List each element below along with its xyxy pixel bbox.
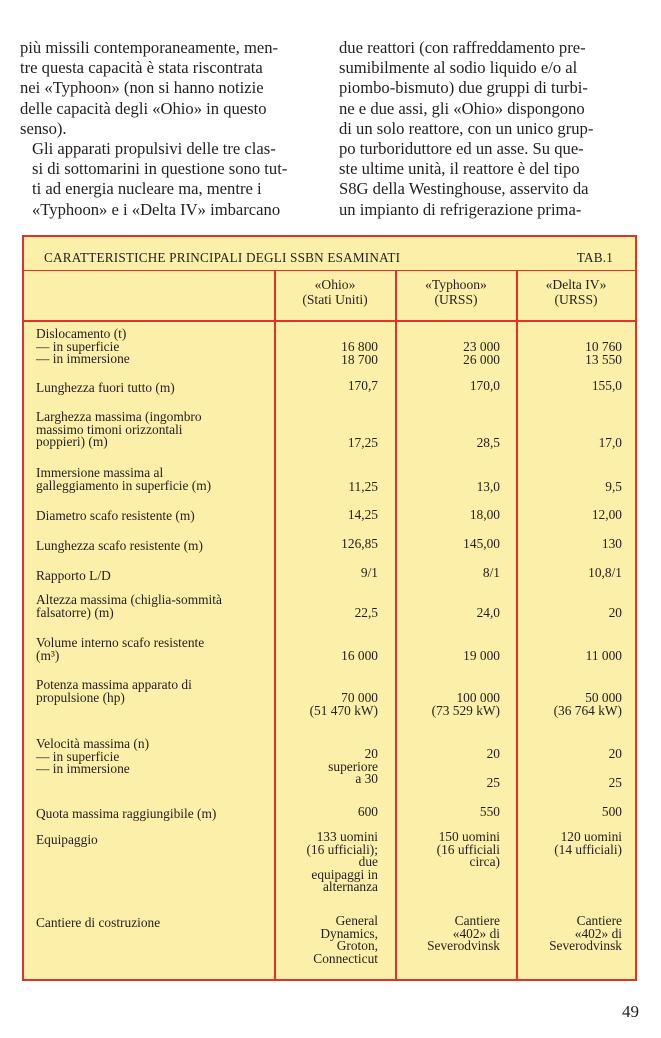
cell-ohio: 600 (357, 804, 378, 819)
cell-typhoon: 8/1 (482, 565, 500, 580)
column-header-typhoon: «Typhoon» (URSS) (425, 277, 487, 307)
row-label-quota-massima: Quota massima raggiungibile (m) (36, 806, 217, 821)
paragraph: più missili contemporaneamente, men- tre questa capacità è stata riscontrata nei «Typhoon» (non si hanno notizie delle capacità degli «Ohio» in questo senso). (20, 38, 279, 138)
cell-ohio: 133 uomini (16 ufficiali); due equipaggi in alternanza (306, 829, 378, 895)
column-header-delta-iv: «Delta IV» (URSS) (545, 277, 607, 307)
row-label-altezza-massima: Altezza massima (chiglia-sommità falsatorre) (m) (36, 592, 222, 620)
cell-ohio: 70 000 (51 470 kW) (309, 690, 378, 718)
cell-ohio: 20 superiore a 30 (328, 746, 378, 787)
cell-ohio: 9/1 (360, 565, 378, 580)
body-column-right (339, 38, 639, 220)
header-divider (24, 320, 635, 322)
cell-typhoon: 28,5 (476, 435, 500, 450)
cell-delta: 9,5 (605, 479, 622, 494)
cell-delta: 11 000 (585, 648, 622, 663)
table-title-bar (24, 237, 635, 271)
row-label-potenza-massima: Potenza massima apparato di propulsione (hp) (36, 677, 192, 705)
column-divider (516, 270, 518, 979)
cell-ohio: General Dynamics, Groton, Connecticut (313, 913, 378, 966)
cell-delta: 155,0 (591, 378, 622, 393)
row-label-equipaggio: Equipaggio (36, 832, 98, 847)
column-divider (274, 270, 276, 979)
cell-ohio: 16 000 (341, 648, 378, 663)
cell-typhoon: 20 25 (486, 746, 500, 790)
cell-ohio: 16 800 18 700 (341, 339, 378, 367)
row-label-cantiere: Cantiere di costruzione (36, 915, 161, 930)
cell-typhoon: Cantiere «402» di Severodvinsk (427, 913, 500, 954)
cell-ohio: 11,25 (348, 479, 378, 494)
cell-delta: 130 (601, 536, 622, 551)
cell-typhoon: 13,0 (476, 479, 500, 494)
cell-typhoon: 24,0 (476, 605, 500, 620)
cell-typhoon: 550 (479, 804, 500, 819)
cell-delta: 50 000 (36 764 kW) (553, 690, 622, 718)
row-label-rapporto-ld: Rapporto L/D (36, 568, 111, 583)
row-label-immersione-massima: Immersione massima al galleggiamento in superficie (m) (36, 465, 212, 493)
row-label-lunghezza-fuori-tutto: Lunghezza fuori tutto (m) (36, 380, 175, 395)
cell-delta: 120 uomini (14 ufficiali) (554, 829, 622, 857)
cell-typhoon: 18,00 (469, 507, 500, 522)
cell-delta: 20 25 (608, 746, 622, 790)
paragraph: Gli apparati propulsivi delle tre clas- si di sottomarini in questione sono tut- ti ad energia nucleare ma, mentre i «Typhoon» e i «Delta IV» imbarcano (32, 139, 288, 219)
cell-ohio: 126,85 (341, 536, 378, 551)
ssbn-characteristics-table (22, 235, 637, 981)
cell-delta: 17,0 (598, 435, 622, 450)
body-column-left (20, 38, 318, 220)
row-label-larghezza-massima: Larghezza massima (ingombro massimo timoni orizzontali poppieri) (m) (36, 409, 202, 450)
cell-delta: 10,8/1 (588, 565, 622, 580)
cell-typhoon: 145,00 (463, 536, 500, 551)
cell-delta: 12,00 (591, 507, 622, 522)
cell-typhoon: 100 000 (73 529 kW) (431, 690, 500, 718)
cell-delta: 10 760 13 550 (585, 339, 622, 367)
row-label-dislocamento: Dislocamento (t) — in superficie — in immersione (36, 326, 130, 367)
row-label-velocita-massima: Velocità massima (n) — in superficie — in immersione (36, 736, 150, 777)
cell-ohio: 14,25 (347, 507, 378, 522)
cell-ohio: 22,5 (354, 605, 378, 620)
column-header-ohio: «Ohio» (Stati Uniti) (302, 277, 368, 307)
page-number: 49 (622, 1002, 639, 1021)
cell-typhoon: 170,0 (469, 378, 500, 393)
cell-ohio: 17,25 (347, 435, 378, 450)
cell-delta: 500 (601, 804, 622, 819)
row-label-volume-interno: Volume interno scafo resistente (m³) (36, 635, 205, 663)
cell-delta: Cantiere «402» di Severodvinsk (549, 913, 622, 954)
row-label-lunghezza-scafo: Lunghezza scafo resistente (m) (36, 538, 203, 553)
table-number: TAB.1 (576, 250, 613, 265)
paragraph: due reattori (con raffreddamento pre- sumibilmente al sodio liquido e/o al piombo-bismuto) due gruppi di turbi- ne e due assi, gli «Ohio» dispongono di un solo reattore, con un unico grup- po turboriduttore ed un asse. Su que- ste ultime unità, il reattore è del tipo S8G della Westinghouse, asservito da un impianto di refrigerazione prima- (339, 38, 594, 219)
table-title: CARATTERISTICHE PRINCIPALI DEGLI SSBN ESAMINATI (44, 250, 401, 265)
column-divider (395, 270, 397, 979)
cell-delta: 20 (608, 605, 622, 620)
row-label-diametro-scafo: Diametro scafo resistente (m) (36, 508, 195, 523)
cell-ohio: 170,7 (347, 378, 378, 393)
cell-typhoon: 19 000 (463, 648, 500, 663)
cell-typhoon: 23 000 26 000 (463, 339, 500, 367)
cell-typhoon: 150 uomini (16 ufficiali circa) (436, 829, 500, 870)
